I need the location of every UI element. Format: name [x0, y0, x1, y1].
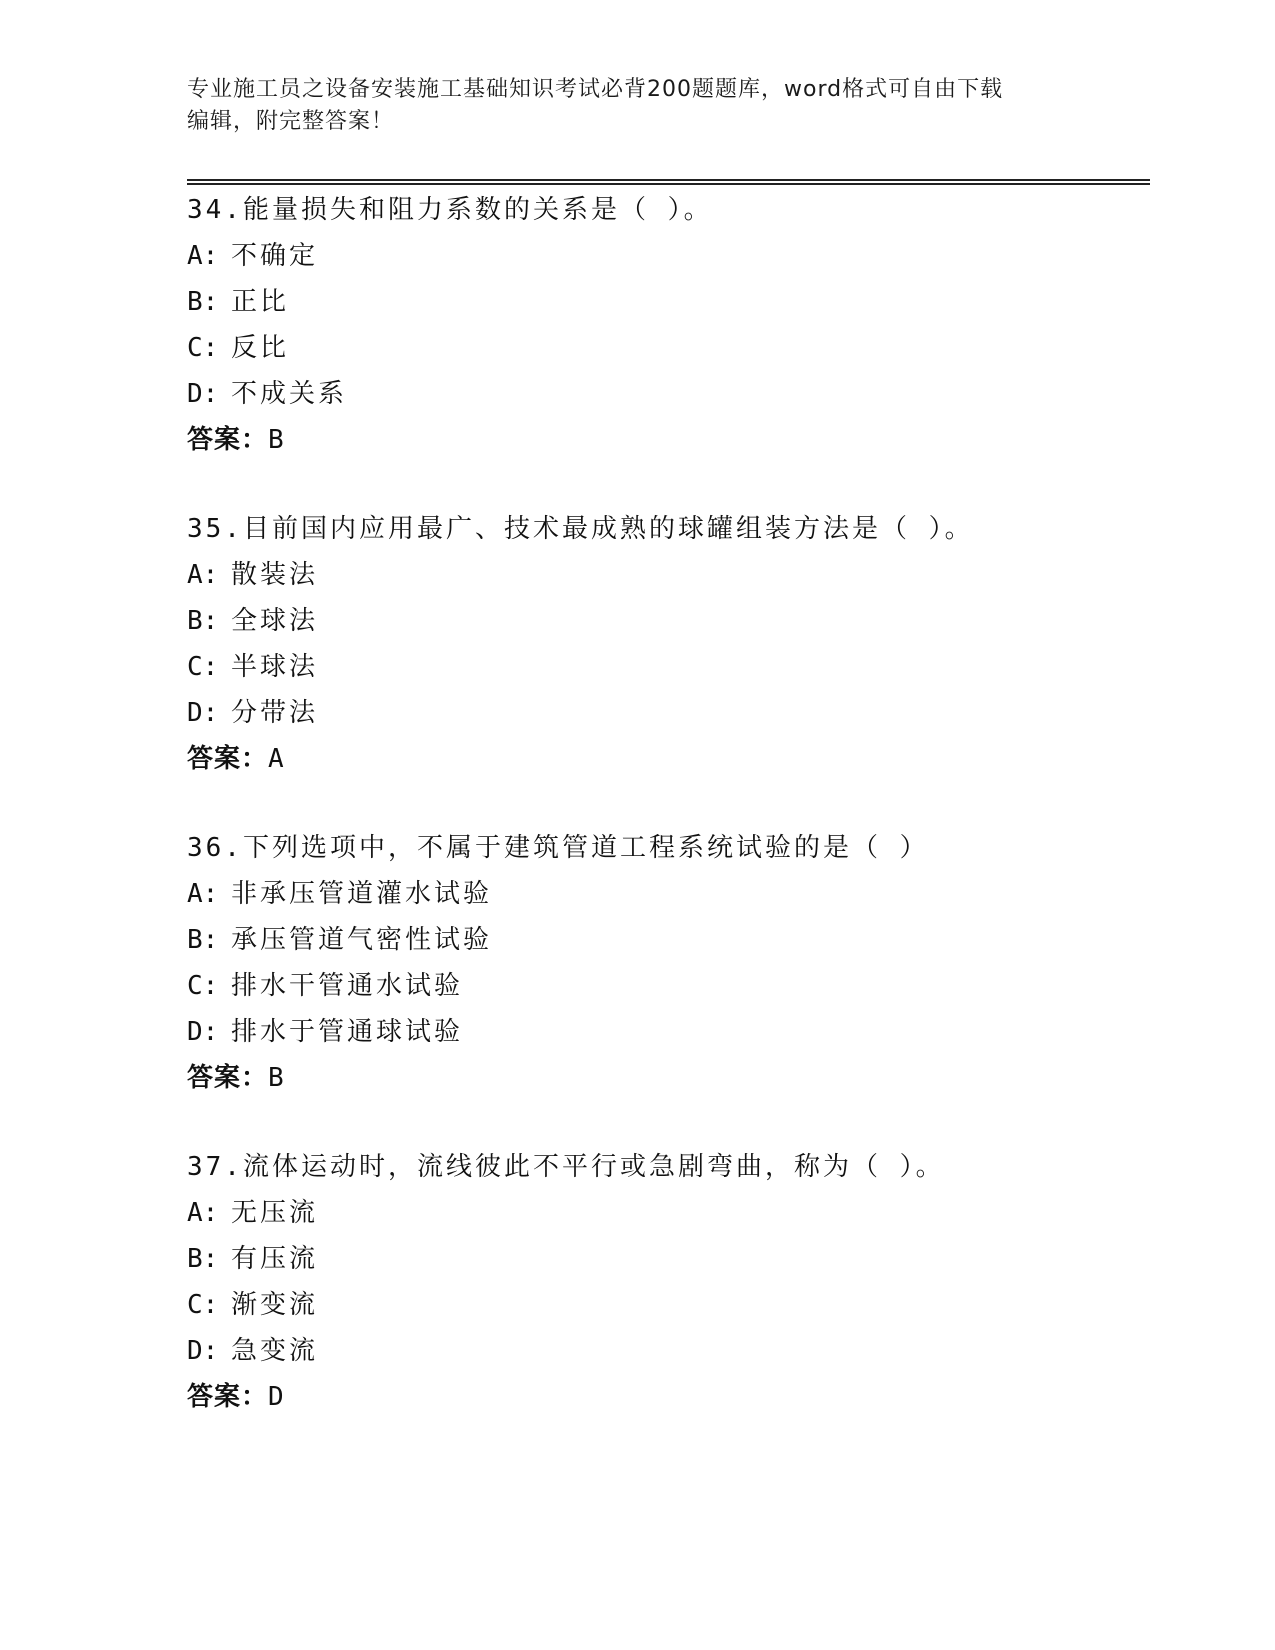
option-c: [187, 963, 1147, 1009]
answer-value: B: [268, 1063, 285, 1093]
option-text: 无压流: [231, 1198, 319, 1228]
option-text: 正比: [231, 287, 290, 317]
question-37: [187, 1144, 1147, 1420]
option-letter: C:: [187, 971, 219, 1001]
option-text: 承压管道气密性试验: [231, 925, 493, 955]
option-letter: A:: [187, 1198, 219, 1228]
option-a: [187, 1190, 1147, 1236]
option-text: 半球法: [231, 652, 319, 682]
option-text: 渐变流: [231, 1290, 319, 1320]
option-letter: A:: [187, 879, 219, 909]
option-d: [187, 1009, 1147, 1055]
option-text: 急变流: [231, 1336, 319, 1366]
option-letter: A:: [187, 241, 219, 271]
answer-label: 答案：: [187, 425, 269, 455]
option-a: [187, 233, 1147, 279]
option-letter: A:: [187, 560, 219, 590]
question-36: [187, 825, 1147, 1101]
option-letter: C:: [187, 652, 219, 682]
option-text: 不确定: [231, 241, 319, 271]
option-text: 散装法: [231, 560, 319, 590]
option-text: 非承压管道灌水试验: [231, 879, 493, 909]
option-b: [187, 1236, 1147, 1282]
option-b: [187, 279, 1147, 325]
option-letter: B:: [187, 606, 219, 636]
option-d: [187, 1328, 1147, 1374]
question-stem: 36.下列选项中，不属于建筑管道工程系统试验的是（ ）: [187, 833, 929, 863]
header-divider-bottom: [187, 183, 1150, 185]
answer-value: B: [268, 425, 285, 455]
option-letter: B:: [187, 1244, 219, 1274]
answer-line: [187, 417, 1147, 463]
answer-label: 答案：: [187, 1063, 269, 1093]
question-35: [187, 506, 1147, 782]
header-divider-top: [187, 179, 1150, 181]
option-text: 排水于管通球试验: [231, 1017, 464, 1047]
option-letter: D:: [187, 698, 219, 728]
option-c: [187, 325, 1147, 371]
document-header: [187, 74, 1087, 138]
option-text: 全球法: [231, 606, 319, 636]
option-text: 不成关系: [231, 379, 348, 409]
option-text: 反比: [231, 333, 290, 363]
option-b: [187, 917, 1147, 963]
option-a: [187, 552, 1147, 598]
option-c: [187, 644, 1147, 690]
option-letter: B:: [187, 287, 219, 317]
answer-line: [187, 1055, 1147, 1101]
option-text: 分带法: [231, 698, 319, 728]
option-d: [187, 371, 1147, 417]
option-text: 有压流: [231, 1244, 319, 1274]
question-stem: 35.目前国内应用最广、技术最成熟的球罐组装方法是（ ）。: [187, 514, 974, 544]
answer-label: 答案：: [187, 744, 269, 774]
option-b: [187, 598, 1147, 644]
option-letter: D:: [187, 1336, 219, 1366]
option-d: [187, 690, 1147, 736]
option-letter: D:: [187, 379, 219, 409]
option-a: [187, 871, 1147, 917]
question-stem: 37.流体运动时，流线彼此不平行或急剧弯曲，称为（ ）。: [187, 1152, 945, 1182]
option-letter: C:: [187, 333, 219, 363]
answer-line: [187, 736, 1147, 782]
option-letter: D:: [187, 1017, 219, 1047]
header-line-2: 编辑，附完整答案！: [187, 109, 395, 134]
answer-value: D: [268, 1382, 285, 1412]
option-text: 排水干管通水试验: [231, 971, 464, 1001]
option-letter: C:: [187, 1290, 219, 1320]
answer-line: [187, 1374, 1147, 1420]
question-stem: 34.能量损失和阻力系数的关系是（ ）。: [187, 195, 713, 225]
question-34: [187, 187, 1147, 463]
option-letter: B:: [187, 925, 219, 955]
header-line-1: 专业施工员之设备安装施工基础知识考试必背200题题库，word格式可自由下载: [187, 77, 1004, 102]
answer-label: 答案：: [187, 1382, 269, 1412]
answer-value: A: [268, 744, 285, 774]
option-c: [187, 1282, 1147, 1328]
